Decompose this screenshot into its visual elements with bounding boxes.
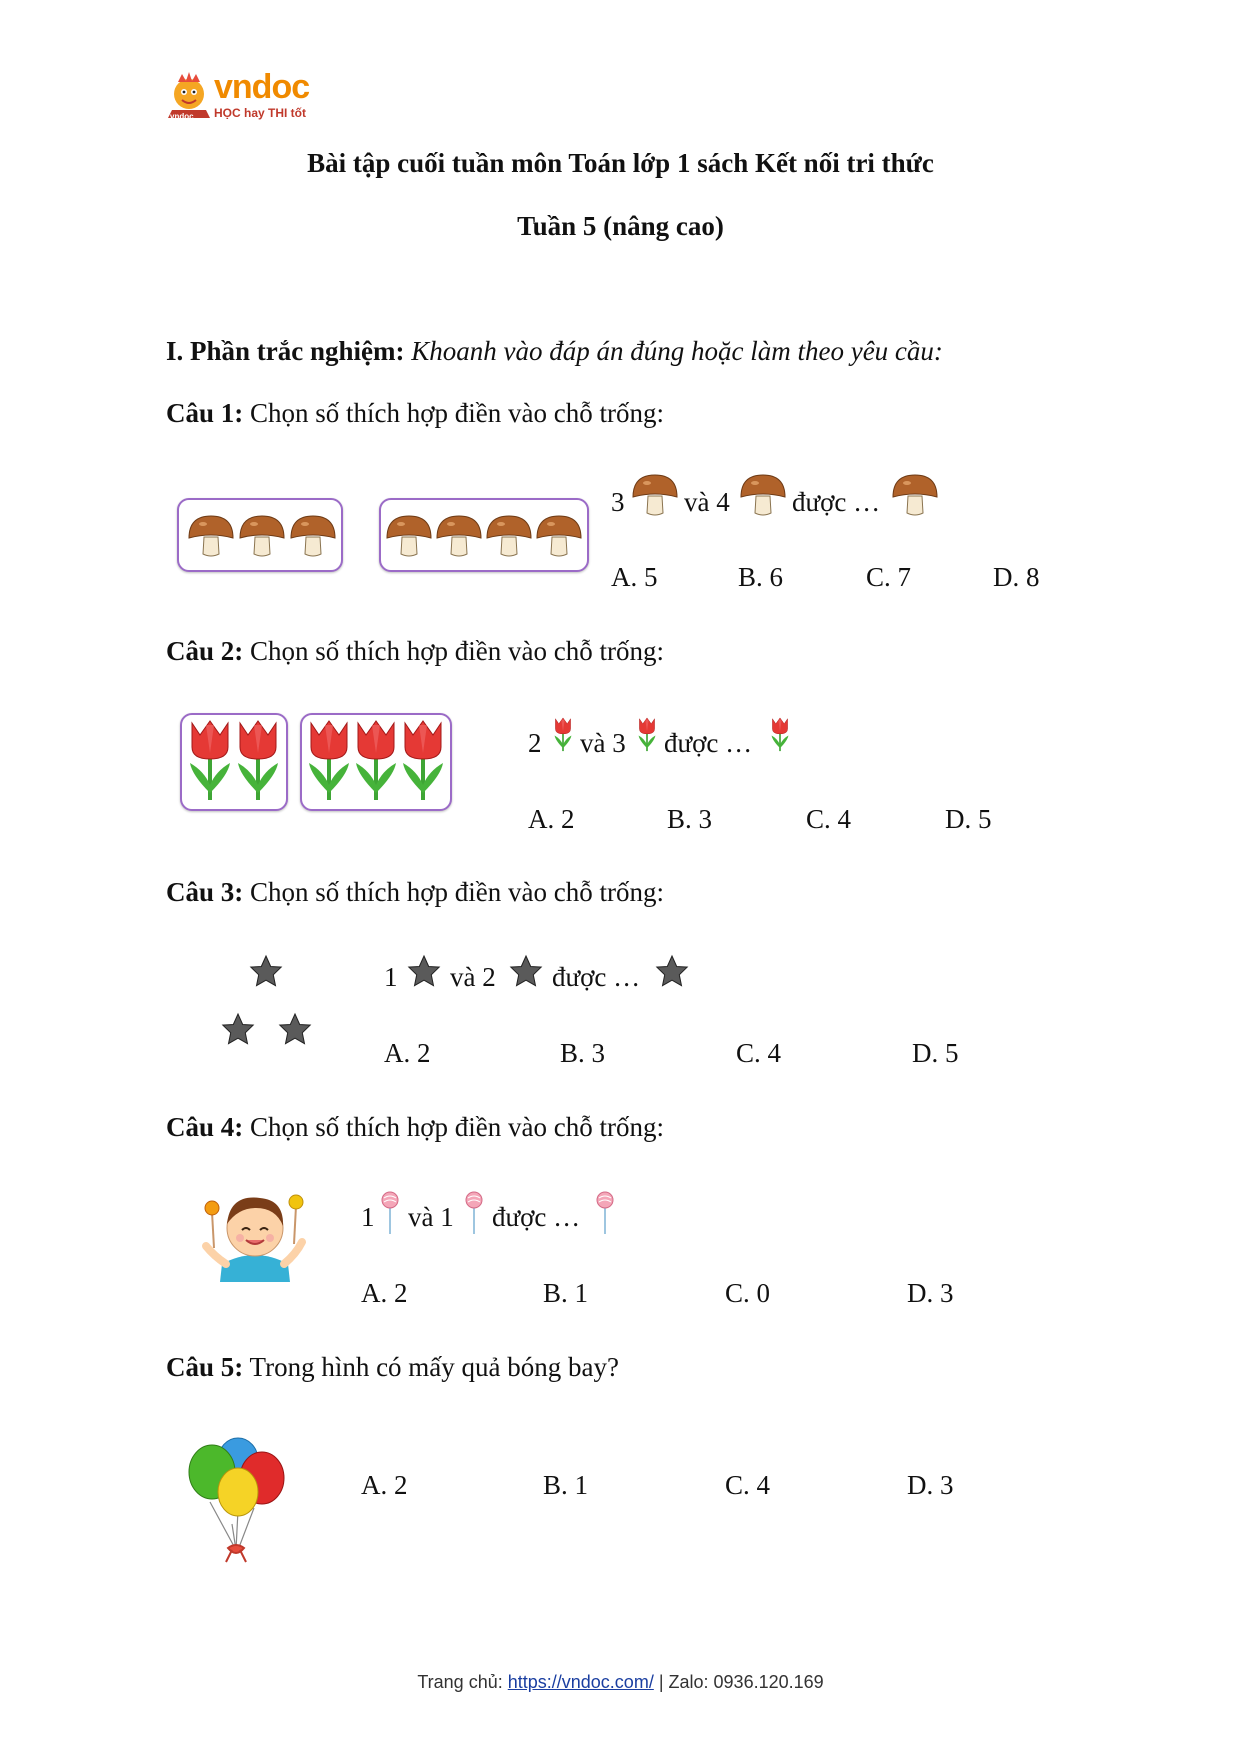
question-2-option-c[interactable]: C. 4 <box>806 804 852 834</box>
page-footer <box>0 1672 1241 1693</box>
mushroom-icon <box>630 470 680 520</box>
question-3-n1: 1 <box>384 962 398 992</box>
tulip-icon <box>356 721 396 800</box>
logo-badge-text: vndoc <box>170 112 194 121</box>
mushroom-icon <box>189 516 233 556</box>
logo-wordmark: vndoc <box>214 68 310 106</box>
question-1-text: Chọn số thích hợp điền vào chỗ trống: <box>250 398 664 428</box>
footer-suffix: | Zalo: 0936.120.169 <box>658 1672 824 1692</box>
question-2-label: Câu 2: <box>166 636 244 666</box>
question-1-option-b[interactable]: B. 6 <box>738 562 784 592</box>
star-icon <box>506 952 546 992</box>
mushroom-icon <box>291 516 335 556</box>
page-title: Bài tập cuối tuần môn Toán lớp 1 sách Kết nối tri thức <box>307 148 934 178</box>
question-1-result: được … <box>792 487 881 517</box>
tulip-icon <box>190 721 230 800</box>
question-5-option-d[interactable]: D. 3 <box>907 1470 954 1500</box>
tulip-icon <box>632 710 662 760</box>
question-4-option-b[interactable]: B. 1 <box>543 1278 589 1308</box>
vndoc-logo[interactable] <box>166 68 326 124</box>
question-5-label: Câu 5: <box>166 1352 244 1382</box>
mushroom-icon <box>387 516 431 556</box>
mushroom-icon <box>240 516 284 556</box>
balloons-icon <box>180 1432 300 1562</box>
section-heading <box>166 336 943 367</box>
question-2-text: Chọn số thích hợp điền vào chỗ trống: <box>250 636 664 666</box>
question-2-option-b[interactable]: B. 3 <box>667 804 713 834</box>
tulip-group-2 <box>180 713 288 811</box>
question-1-prompt <box>166 398 664 429</box>
lollipop-icon <box>462 1192 486 1242</box>
question-2-option-d[interactable]: D. 5 <box>945 804 992 834</box>
question-2-n1: 2 <box>528 728 542 758</box>
question-4-option-a[interactable]: A. 2 <box>361 1278 408 1308</box>
question-2-prompt <box>166 636 664 667</box>
question-3-text: Chọn số thích hợp điền vào chỗ trống: <box>250 877 664 907</box>
star-icon <box>280 1014 310 1044</box>
question-1-option-d[interactable]: D. 8 <box>993 562 1040 592</box>
star-icon <box>404 952 444 992</box>
section-instruction: Khoanh vào đáp án đúng hoặc làm theo yêu cầu: <box>411 336 943 366</box>
star-icon <box>223 1014 253 1044</box>
question-3-label: Câu 3: <box>166 877 244 907</box>
question-5-option-a[interactable]: A. 2 <box>361 1470 408 1500</box>
boy-with-lollipops-icon <box>200 1186 310 1286</box>
question-1-n1: 3 <box>611 487 625 517</box>
question-4-label: Câu 4: <box>166 1112 244 1142</box>
tulip-icon <box>403 721 443 800</box>
mushroom-icon <box>437 516 481 556</box>
question-3-and: và 2 <box>450 962 496 992</box>
question-2-result: được … <box>664 728 753 758</box>
mushroom-icon <box>487 516 531 556</box>
question-4-n1: 1 <box>361 1202 375 1232</box>
question-4-prompt <box>166 1112 664 1143</box>
tulip-icon <box>238 721 278 800</box>
question-5-text: Trong hình có mấy quả bóng bay? <box>249 1352 619 1382</box>
logo-tagline: HỌC hay THI tốt <box>214 106 306 120</box>
question-5-option-c[interactable]: C. 4 <box>725 1470 771 1500</box>
tulip-icon <box>765 710 795 760</box>
question-4-result: được … <box>492 1202 581 1232</box>
star-group-3 <box>210 950 330 1060</box>
footer-prefix: Trang chủ: <box>417 1672 503 1692</box>
question-1-and: và 4 <box>684 487 730 517</box>
star-icon <box>251 956 281 986</box>
mushroom-group-4 <box>379 498 589 572</box>
star-icon <box>652 952 692 992</box>
question-3-option-d[interactable]: D. 5 <box>912 1038 959 1068</box>
question-5-option-b[interactable]: B. 1 <box>543 1470 589 1500</box>
footer-home-link[interactable]: https://vndoc.com/ <box>507 1672 654 1692</box>
mushroom-group-3 <box>177 498 343 572</box>
section-heading-label: I. Phần trắc nghiệm: <box>166 336 405 366</box>
tulip-icon <box>309 721 349 800</box>
lollipop-icon <box>593 1192 617 1242</box>
question-5-prompt <box>166 1352 619 1383</box>
mushroom-icon <box>890 470 940 520</box>
question-4-option-d[interactable]: D. 3 <box>907 1278 954 1308</box>
mushroom-icon <box>738 470 788 520</box>
question-2-option-a[interactable]: A. 2 <box>528 804 575 834</box>
question-3-option-b[interactable]: B. 3 <box>560 1038 606 1068</box>
lollipop-icon <box>378 1192 402 1242</box>
question-1-option-c[interactable]: C. 7 <box>866 562 912 592</box>
question-3-result: được … <box>552 962 641 992</box>
tulip-icon <box>548 710 578 760</box>
page-subtitle: Tuần 5 (nâng cao) <box>517 211 724 241</box>
question-3-prompt <box>166 877 664 908</box>
question-3-option-a[interactable]: A. 2 <box>384 1038 431 1068</box>
question-2-and: và 3 <box>580 728 626 758</box>
question-4-text: Chọn số thích hợp điền vào chỗ trống: <box>250 1112 664 1142</box>
question-1-label: Câu 1: <box>166 398 244 428</box>
tulip-group-3 <box>300 713 452 811</box>
question-1-option-a[interactable]: A. 5 <box>611 562 658 592</box>
mushroom-icon <box>537 516 581 556</box>
question-4-and: và 1 <box>408 1202 454 1232</box>
question-3-option-c[interactable]: C. 4 <box>736 1038 782 1068</box>
question-4-option-c[interactable]: C. 0 <box>725 1278 771 1308</box>
